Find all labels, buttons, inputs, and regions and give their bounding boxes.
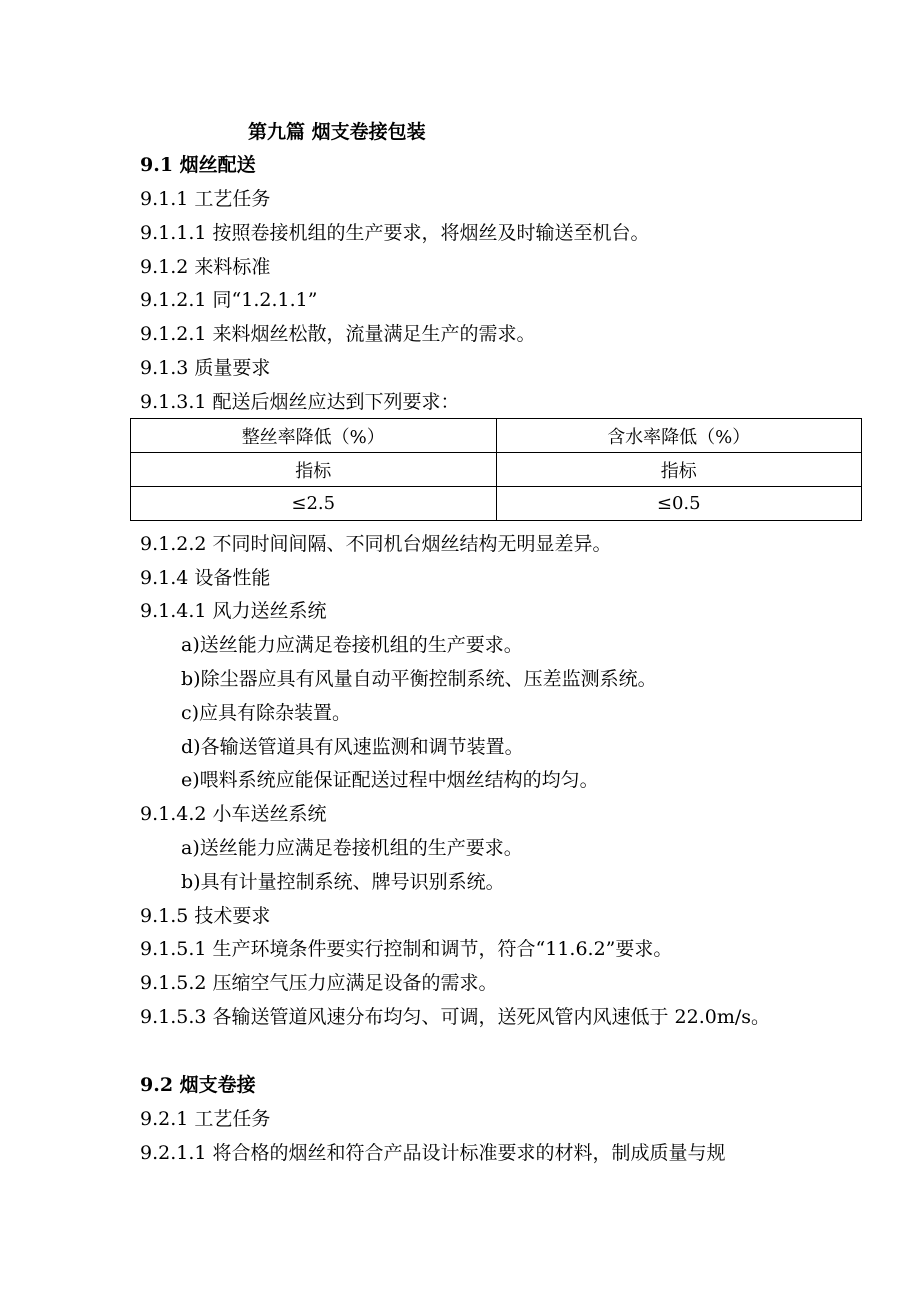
page-title: 第九篇 烟支卷接包装 bbox=[248, 121, 426, 143]
text-line: 9.1.5.3 各输送管道风速分布均匀、可调，送死风管内风速低于 22.0m/s。 bbox=[140, 1006, 771, 1028]
text-line: 9.1.4.2 小车送丝系统 bbox=[140, 803, 327, 825]
table-cell: 指标 bbox=[131, 453, 497, 487]
text-line: 9.1.3.1 配送后烟丝应达到下列要求： bbox=[140, 391, 460, 413]
text-line: 9.1.5.1 生产环境条件要实行控制和调节，符合“11.6.2”要求。 bbox=[140, 938, 673, 960]
table-header-cell: 含水率降低（%） bbox=[496, 419, 862, 453]
list-item: b)除尘器应具有风量自动平衡控制系统、压差监测系统。 bbox=[181, 668, 657, 690]
list-item: e)喂料系统应能保证配送过程中烟丝结构的均匀。 bbox=[181, 769, 599, 791]
list-item: a)送丝能力应满足卷接机组的生产要求。 bbox=[181, 634, 523, 656]
list-item: d)各输送管道具有风速监测和调节装置。 bbox=[181, 736, 524, 758]
list-item: b)具有计量控制系统、牌号识别系统。 bbox=[181, 871, 505, 893]
text-line: 9.1.2 来料标准 bbox=[140, 256, 271, 278]
table-row bbox=[131, 453, 862, 487]
text-line: 9.1.2.2 不同时间间隔、不同机台烟丝结构无明显差异。 bbox=[140, 533, 612, 555]
text-line: 9.2.1 工艺任务 bbox=[140, 1108, 271, 1130]
table-cell: ≤2.5 bbox=[131, 487, 497, 521]
table-cell: 指标 bbox=[496, 453, 862, 487]
text-line: 9.2.1.1 将合格的烟丝和符合产品设计标准要求的材料，制成质量与规 bbox=[140, 1142, 726, 1164]
list-item: a)送丝能力应满足卷接机组的生产要求。 bbox=[181, 837, 523, 859]
text-line: 9.1.1.1 按照卷接机组的生产要求，将烟丝及时输送至机台。 bbox=[140, 222, 650, 244]
table-header-cell: 整丝率降低（%） bbox=[131, 419, 497, 453]
text-line: 9.1.3 质量要求 bbox=[140, 357, 271, 379]
quality-requirements-table bbox=[130, 418, 862, 521]
text-line: 9.1.1 工艺任务 bbox=[140, 188, 271, 210]
text-line: 9.1.4.1 风力送丝系统 bbox=[140, 600, 327, 622]
section-heading-9-2: 9.2 烟支卷接 bbox=[140, 1074, 256, 1096]
table-cell: ≤0.5 bbox=[496, 487, 862, 521]
section-heading-9-1: 9.1 烟丝配送 bbox=[140, 154, 256, 176]
text-line: 9.1.5 技术要求 bbox=[140, 905, 271, 927]
table-row bbox=[131, 487, 862, 521]
text-line: 9.1.2.1 来料烟丝松散，流量满足生产的需求。 bbox=[140, 323, 536, 345]
table-header-row bbox=[131, 419, 862, 453]
text-line: 9.1.4 设备性能 bbox=[140, 567, 271, 589]
list-item: c)应具有除杂装置。 bbox=[181, 702, 352, 724]
text-line: 9.1.2.1 同“1.2.1.1” bbox=[140, 289, 318, 311]
text-line: 9.1.5.2 压缩空气压力应满足设备的需求。 bbox=[140, 972, 498, 994]
